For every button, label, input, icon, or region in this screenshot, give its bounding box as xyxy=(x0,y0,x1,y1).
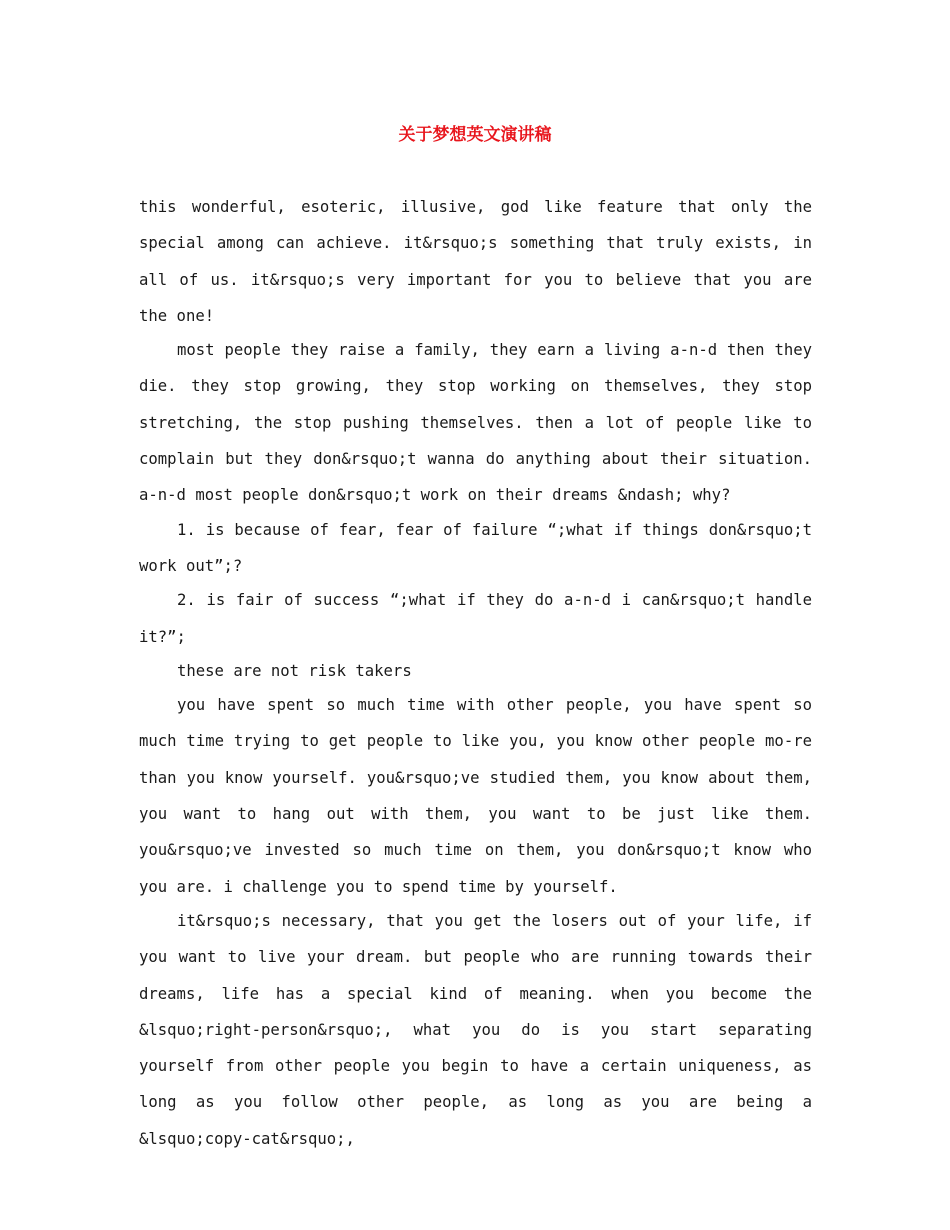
paragraph: most people they raise a family, they earn a living a-n-d then they die. they stop growing, they stop working on themselves, they stop stretching, the stop pushing themselves. then a lot of people like to complain but they don&rsquo;t wanna do anything about their situation. a-n-d most people don&rsquo;t work on their dreams &ndash; why? xyxy=(139,341,812,505)
paragraph: it&rsquo;s necessary, that you get the losers out of your life, if you want to live your dream. but people who are running towards their dreams, life has a special kind of meaning. when you become the &lsquo;right-person&rsquo;, what you do is you start separating yourself from other people you begin to have a certain uniqueness, as long as you follow other people, as long as you are being a &lsquo;copy-cat&rsquo;, xyxy=(139,911,812,1148)
paragraph: you have spent so much time with other people, you have spent so much time trying to get people to like you, you know other people mo-re than you know yourself. you&rsquo;ve studied them, you know about them, you want to hang out with them, you want to be just like them. you&rsquo;ve invested so much time on them, you don&rsquo;t know who you are. i challenge you to spend time by yourself. xyxy=(139,696,812,896)
document-title: 关于梦想英文演讲稿 xyxy=(398,125,552,145)
document-body xyxy=(139,189,812,1155)
paragraph: this wonderful, esoteric, illusive, god like feature that only the special among can achieve. it&rsquo;s something that truly exists, in all of us. it&rsquo;s very important for you to believe that you are the one! xyxy=(139,198,812,325)
paragraph: these are not risk takers xyxy=(177,661,412,680)
paragraph: 1. is because of fear, fear of failure “;what if things don&rsquo;t work out”;? xyxy=(139,520,812,575)
paragraph: 2. is fair of success “;what if they do a-n-d i can&rsquo;t handle it?”; xyxy=(139,591,812,646)
